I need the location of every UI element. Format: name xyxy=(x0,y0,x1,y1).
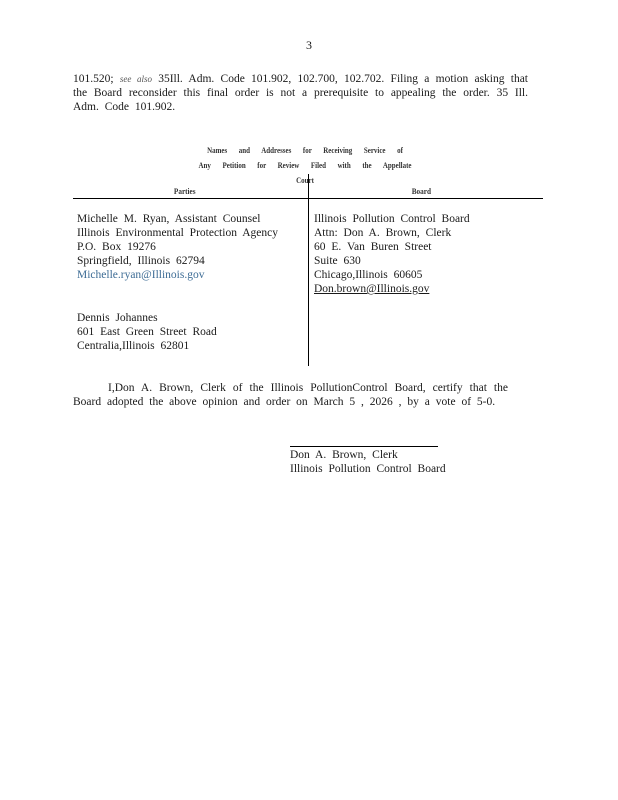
address-line: Dennis Johannes xyxy=(77,312,158,324)
address-line: Illinois Environmental Protection Agency xyxy=(77,227,278,239)
party-address-petitioner xyxy=(77,311,217,353)
address-line: 60 E. Van Buren Street xyxy=(314,241,432,253)
board-address xyxy=(314,212,470,296)
table-vertical-rule xyxy=(308,174,309,366)
signature-line xyxy=(290,446,438,447)
address-line: Suite 630 xyxy=(314,255,361,267)
address-line: 601 East Green Street Road xyxy=(77,326,217,338)
signature-block xyxy=(290,448,446,476)
table-title-line-1: Names and Addresses for Receiving Service of xyxy=(207,145,403,155)
address-line: Attn: Don A. Brown, Clerk xyxy=(314,227,452,239)
service-table-title xyxy=(186,143,424,188)
page-number: 3 xyxy=(306,38,312,52)
see-also-text: see also xyxy=(119,74,152,84)
certification-paragraph: I,Don A. Brown, Clerk of the Illinois PollutionControl Board, certify that the Board adopted the above opinion and order on March 5 , 2026 , by a vote of 5-0. xyxy=(73,382,508,408)
intro-citation: 101.520; xyxy=(73,73,114,85)
column-header-board: Board xyxy=(411,186,431,196)
signer-name: Don A. Brown, Clerk xyxy=(290,449,398,461)
address-line: Chicago,Illinois 60605 xyxy=(314,269,423,281)
email-link-agency[interactable]: Michelle.ryan@Illinois.gov xyxy=(77,269,205,281)
table-title-line-2: Any Petition for Review Filed with the Appellate Court xyxy=(198,160,412,185)
column-header-parties: Parties xyxy=(173,186,196,196)
address-line: Springfield, Illinois 62794 xyxy=(77,255,205,267)
intro-paragraph xyxy=(73,72,528,114)
party-address-agency xyxy=(77,212,278,282)
address-line: Michelle M. Ryan, Assistant Counsel xyxy=(77,213,261,225)
address-line: P.O. Box 19276 xyxy=(77,241,156,253)
address-line: Illinois Pollution Control Board xyxy=(314,213,470,225)
email-link-board[interactable]: Don.brown@Illinois.gov xyxy=(314,283,430,295)
address-line: Centralia,Illinois 62801 xyxy=(77,340,190,352)
intro-body: 35Ill. Adm. Code 101.902, 102.700, 102.702. Filing a motion asking that the Board reconsider this final order is not a prerequisite to appealing the order. 35 Ill. Adm. Code 101.902. xyxy=(73,73,528,113)
signer-organization: Illinois Pollution Control Board xyxy=(290,463,446,475)
